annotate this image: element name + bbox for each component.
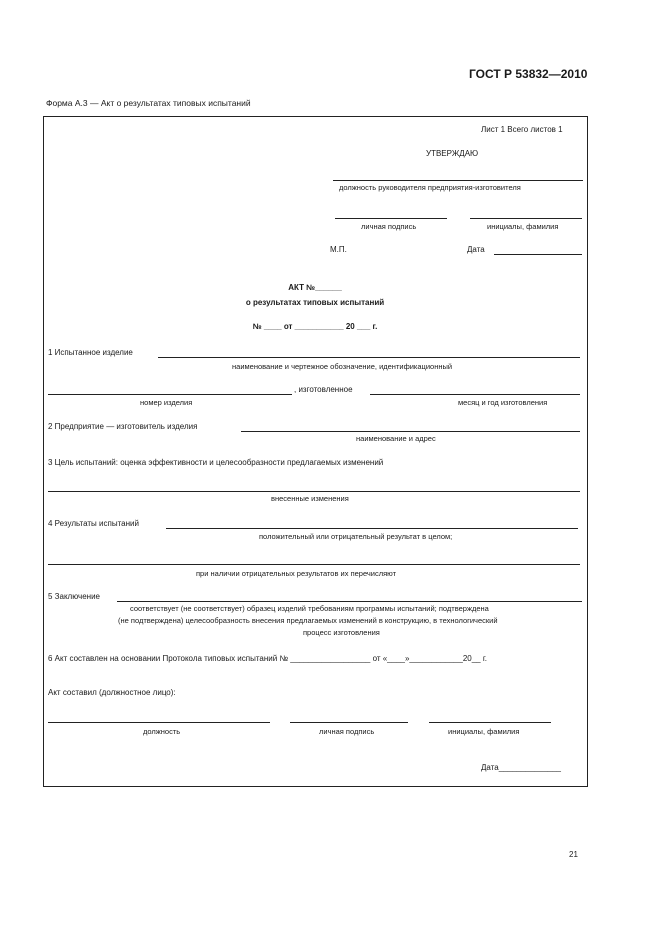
approve-date-line[interactable] [494,254,582,255]
page-number: 21 [569,850,578,859]
item4-hint: положительный или отрицательный результат в целом; [259,532,453,541]
item2-label: 2 Предприятие — изготовитель изделия [48,422,198,431]
item5-label: 5 Заключение [48,592,100,601]
approver-initials-hint: инициалы, фамилия [487,222,559,231]
item2-line[interactable] [241,431,580,432]
act-number: № ____ от ___________ 20 ___ г. [252,322,378,331]
item4-line[interactable] [166,528,578,529]
item4-label: 4 Результаты испытаний [48,519,139,528]
approver-initials-line[interactable] [470,218,582,219]
item6-text: 6 Акт составлен на основании Протокола типовых испытаний № __________________ от «____»____________20__ г. [48,654,487,663]
item5-hint-line2: (не подтверждена) целесообразность внесения предлагаемых изменений в конструкцию, в технологический [118,616,498,625]
approver-position-hint: должность руководителя предприятия-изготовителя [339,183,521,192]
approve-date-label: Дата [467,245,485,254]
compiler-position-line[interactable] [48,722,270,723]
bottom-date: Дата______________ [481,763,562,772]
item1-number-line[interactable] [48,394,292,395]
act-title: АКТ №______ [288,283,342,292]
stamp-mark: М.П. [330,245,347,254]
compiler-signature-hint: личная подпись [319,727,375,736]
item1-number-hint: номер изделия [140,398,193,407]
item1-name-line[interactable] [158,357,580,358]
document-code: ГОСТ Р 53832—2010 [469,67,588,81]
compiler-signature-line[interactable] [290,722,408,723]
compiler-initials-line[interactable] [429,722,551,723]
act-subtitle: о результатах типовых испытаний [245,298,385,307]
item4-line-2[interactable] [48,564,580,565]
item3-line[interactable] [48,491,580,492]
item1-date-hint: месяц и год изготовления [458,398,548,407]
item4-hint-2: при наличии отрицательных результатов их перечисляют [196,569,397,578]
compiled-by-label: Акт составил (должностное лицо): [48,688,176,697]
approver-position-line[interactable] [333,180,583,181]
compiler-position-hint: должность [143,727,181,736]
item5-hint-line3: процесс изготовления [303,628,380,637]
item1-date-line[interactable] [370,394,580,395]
approver-signature-hint: личная подпись [361,222,417,231]
item1-made-label: , изготовленное [294,385,353,394]
item3-hint: внесенные изменения [271,494,349,503]
sheet-count: Лист 1 Всего листов 1 [481,125,563,134]
item2-hint: наименование и адрес [356,434,436,443]
approver-signature-line[interactable] [335,218,447,219]
form-caption: Форма А.3 — Акт о результатах типовых испытаний [46,98,251,108]
approve-label: УТВЕРЖДАЮ [426,149,479,158]
compiler-initials-hint: инициалы, фамилия [448,727,520,736]
item5-hint-line1: соответствует (не соответствует) образец изделий требованиям программы испытаний; подтверждена [130,604,489,613]
item1-hint: наименование и чертежное обозначение, идентификационный [232,362,453,371]
form-frame [43,116,588,787]
item5-line[interactable] [117,601,582,602]
item3-label: 3 Цель испытаний: оценка эффективности и целесообразности предлагаемых изменений [48,458,384,467]
item1-label: 1 Испытанное изделие [48,348,133,357]
